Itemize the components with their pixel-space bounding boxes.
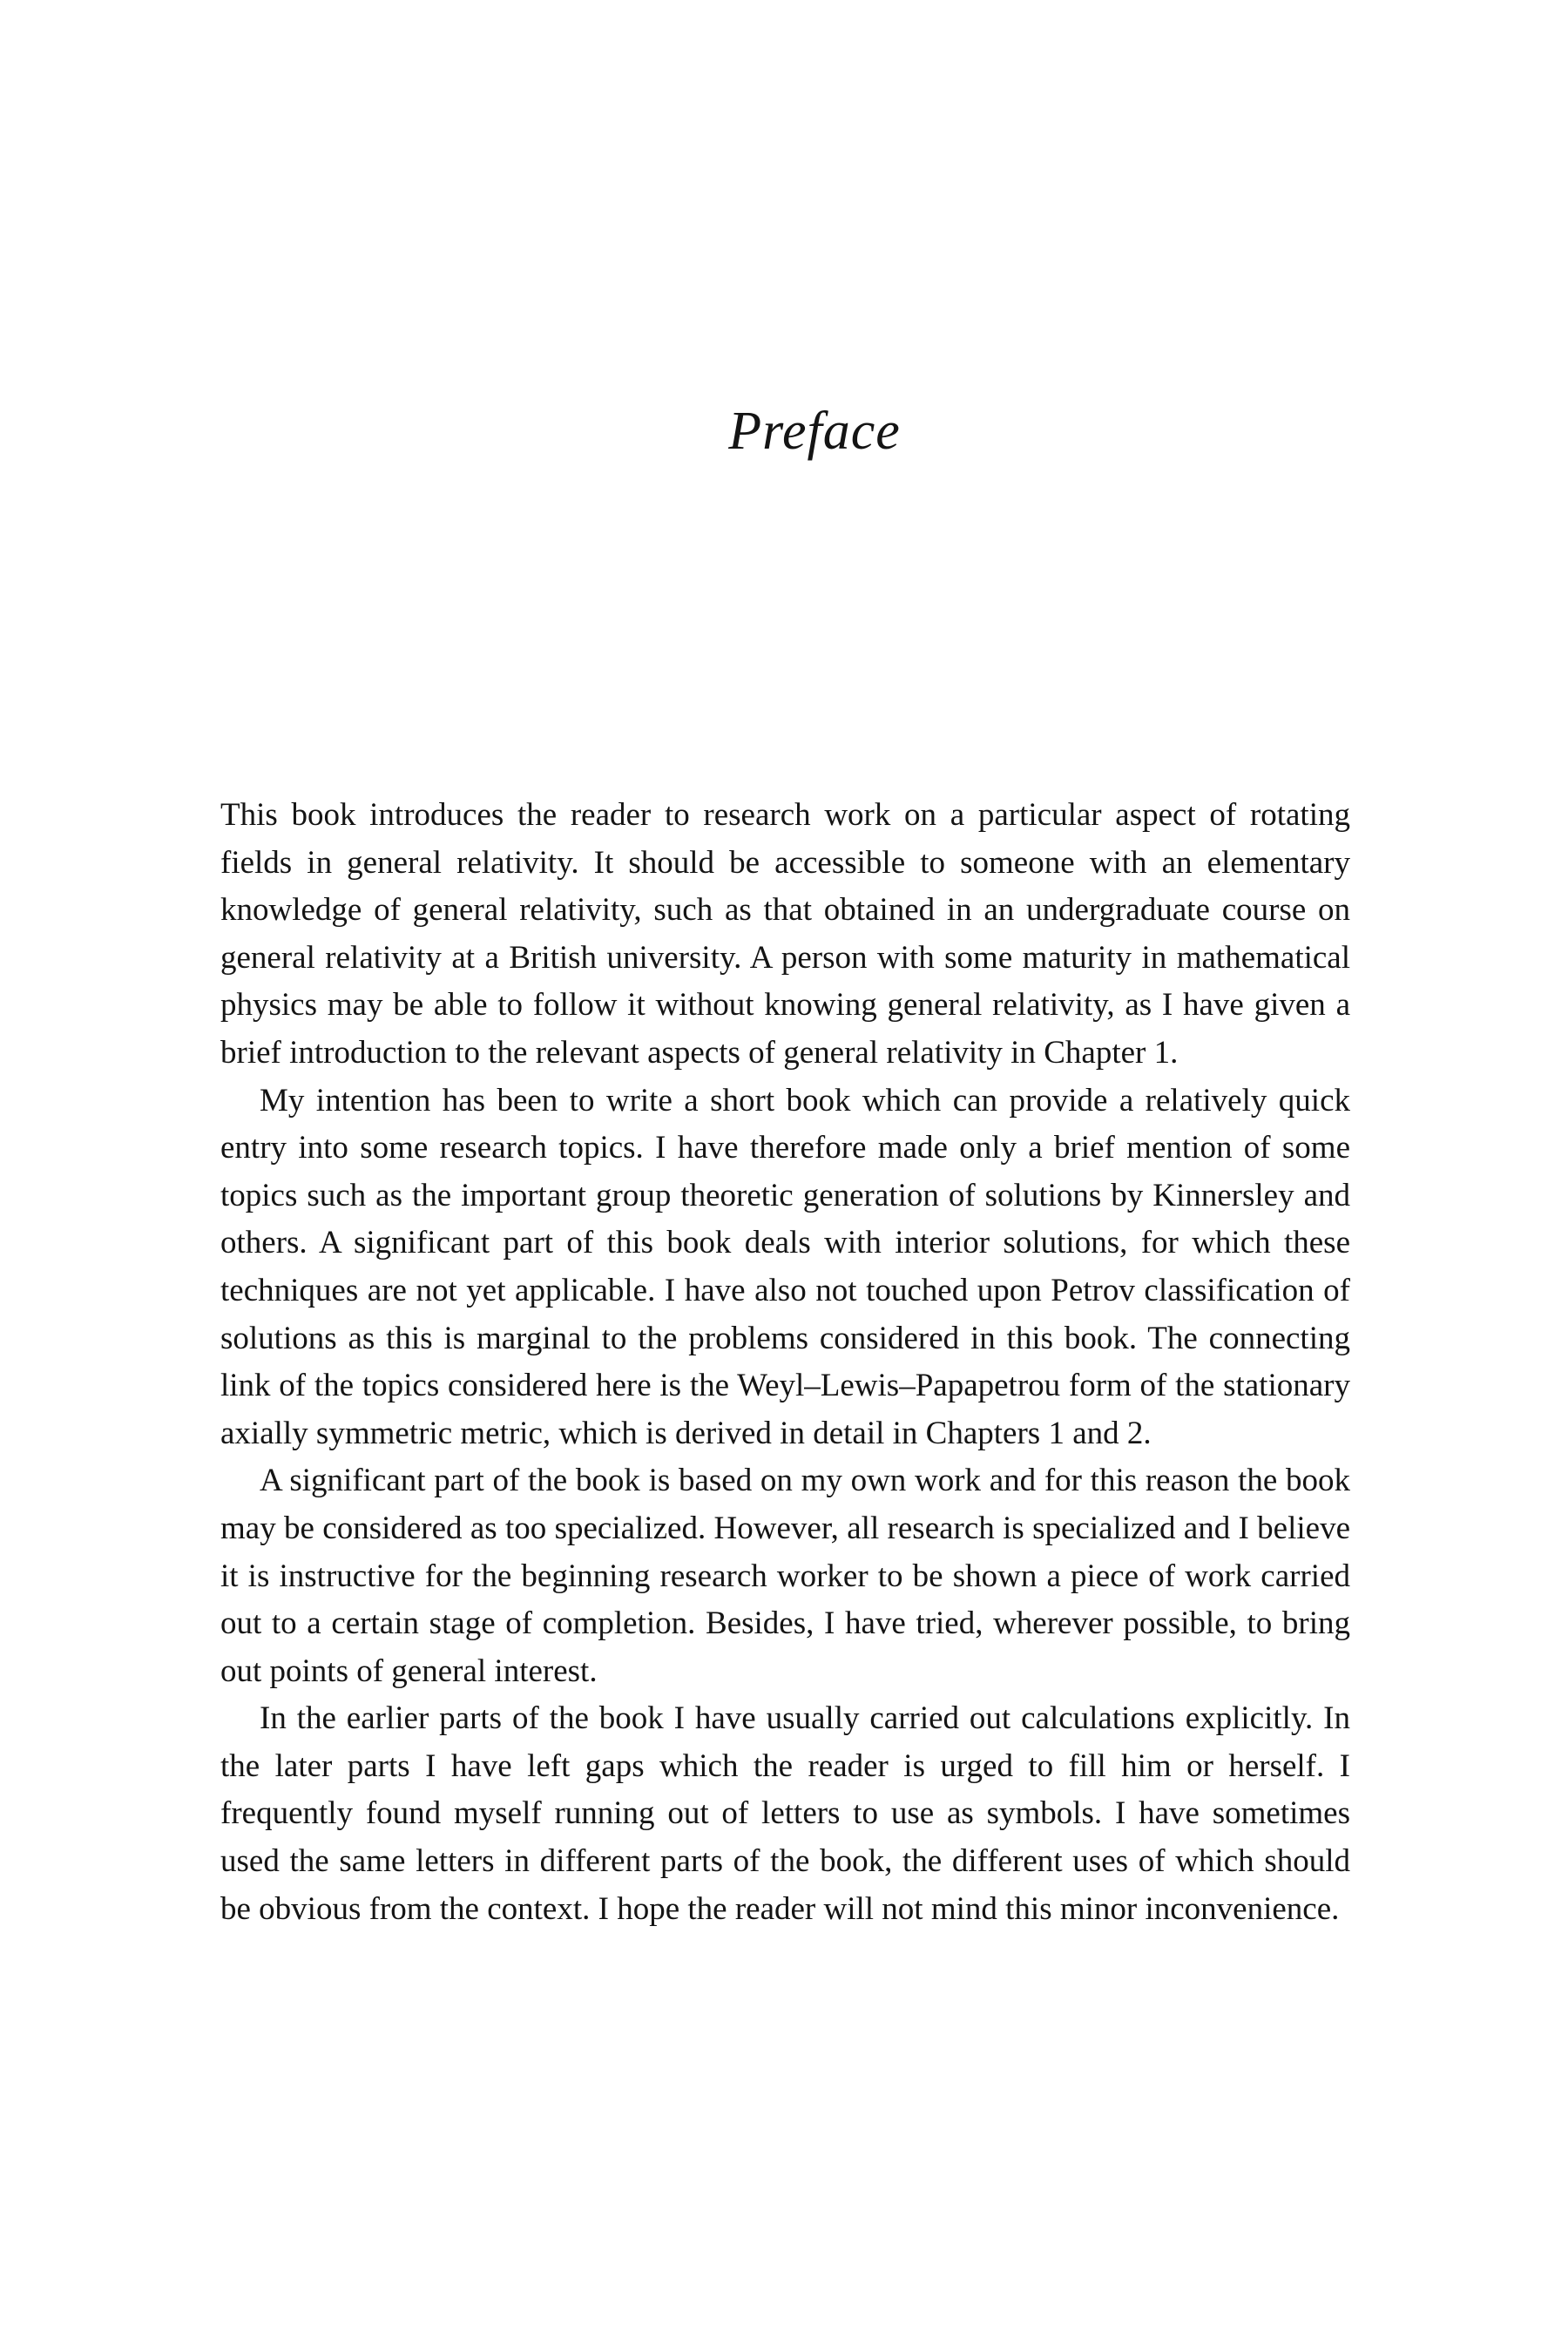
- paragraph-4: In the earlier parts of the book I have usually carried out calculations explicitly. In the later parts I have left gaps which the reader is urged to fill him or herself. I frequently found myself running out of letters to use as symbols. I have sometimes used the same letters in different parts of the book, the different uses of which should be obvious from the context. I hope the reader will not mind this minor inconvenience.: [220, 1700, 1350, 1927]
- paragraph-3: A significant part of the book is based on my own work and for this reason the book may be considered as too specialized. However, all research is specialized and I believe it is instructive for the beginning research worker to be shown a piece of work carried out to a certain stage of completion. Besides, I have tried, wherever possible, to bring out points of general interest.: [220, 1463, 1350, 1689]
- paragraph-1: This book introduces the reader to research work on a particular aspect of rotating fields in general relativity. It should be accessible to someone with an elementary knowledge of general relativity, such as that obtained in an undergraduate course on general relativity at a British university. A person with some maturity in mathematical physics may be able to follow it without knowing general relativity, as I have given a brief introduction to the relevant aspects of general relativity in Chapter 1.: [220, 797, 1350, 1071]
- paragraph-2: My intention has been to write a short book which can provide a relatively quick entry into some research topics. I have therefore made only a brief mention of some topics such as the important group theoretic generation of solutions by Kinnersley and others. A significant part of this book deals with interior solutions, for which these techniques are not yet applicable. I have also not touched upon Petrov classification of solutions as this is marginal to the problems considered in this book. The connecting link of the topics considered here is the Weyl–Lewis–Papapetrou form of the stationary axially symmetric metric, which is derived in detail in Chapters 1 and 2.: [220, 1082, 1350, 1451]
- preface-body: [220, 792, 1350, 1933]
- page-title: Preface: [728, 402, 901, 461]
